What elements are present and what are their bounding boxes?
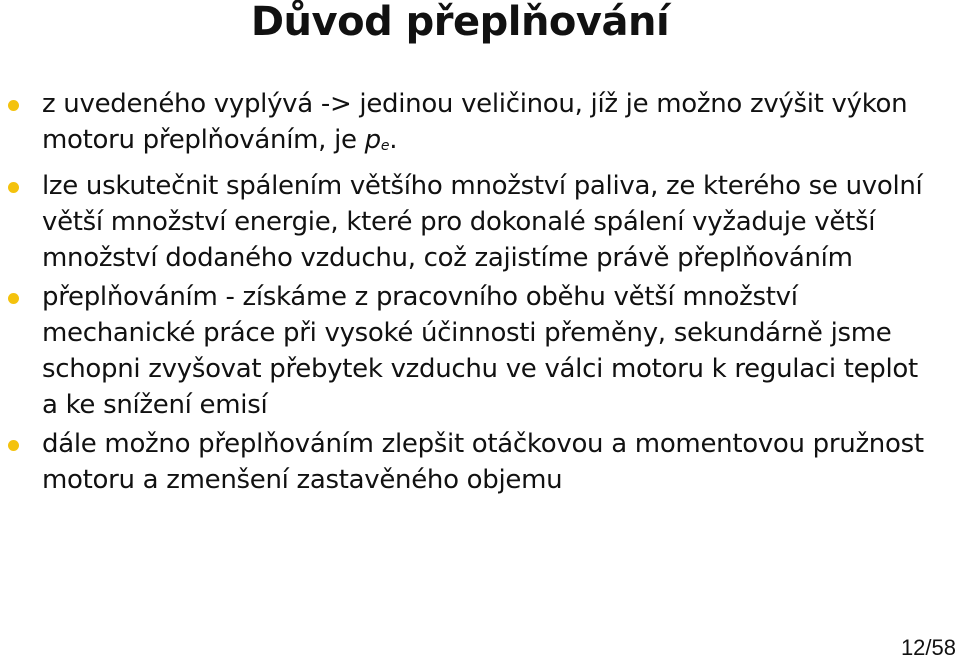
pe-subscript: e (380, 138, 390, 154)
bullet-text-1: z uvedeného vyplývá -> jedinou veličinou, jíž je možno zvýšit výkon motoru přeplňováním, je (42, 89, 908, 155)
bullet-text-2: lze uskutečnit spálením většího množství paliva, ze kterého se uvolní větší množství energie, které pro dokonalé spálení vyžaduje větší množství dodaného vzduchu, což zajistíme právě přeplňováním (42, 171, 923, 273)
bullet-list (0, 86, 960, 498)
bullet-dot-icon (8, 440, 19, 451)
bullet-dot-icon (8, 100, 19, 111)
pe-variable: p (364, 125, 381, 155)
bullet-dot-icon (8, 293, 19, 304)
bullet-item-3 (0, 279, 960, 423)
bullet-item-2 (0, 168, 960, 276)
bullet-dot-icon (8, 182, 19, 193)
bullet-item-4 (0, 426, 960, 498)
page-number: 12/58 (900, 635, 956, 660)
bullet-text-1-end: . (389, 125, 398, 155)
bullet-text-4: dále možno přeplňováním zlepšit otáčkovou a momentovou pružnost motoru a zmenšení zastavěného objemu (42, 429, 924, 495)
slide-title: Důvod přeplňování (250, 0, 670, 45)
bullet-item-1 (0, 86, 960, 164)
bullet-text-3: přeplňováním - získáme z pracovního oběhu větší množství mechanické práce při vysoké účinnosti přeměny, sekundárně jsme schopni zvyšovat přebytek vzduchu ve válci motoru k regulaci teplot a ke snížení emisí (42, 282, 918, 420)
